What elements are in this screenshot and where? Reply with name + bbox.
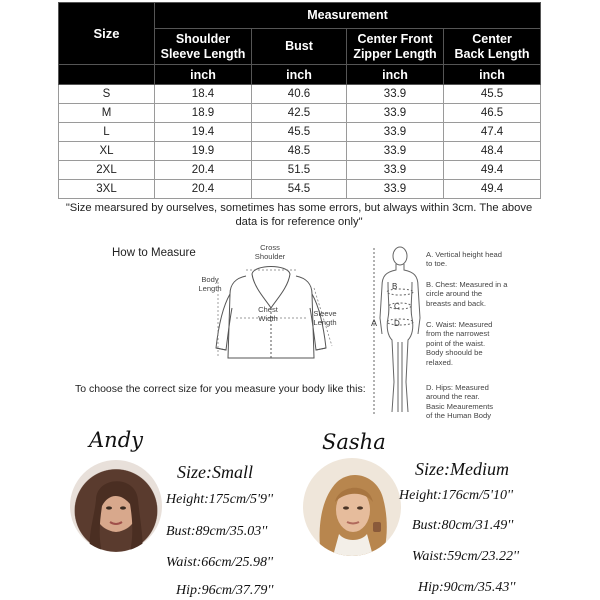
model-waist-sasha: Waist:59cm/23.22'' — [412, 549, 519, 564]
size-label: S — [59, 85, 155, 104]
body-note-height: A. Vertical height head to toe. — [426, 250, 502, 269]
table-cell: 51.5 — [252, 161, 347, 180]
measure-instruction: To choose the correct size for you measure your body like this: — [75, 383, 366, 395]
size-disclaimer-note: "Size mearsured by ourselves, sometimes has some errors, but always within 3cm. The above data is for reference only" — [65, 202, 533, 228]
table-cell: 33.9 — [347, 142, 444, 161]
body-figure-icon — [370, 242, 430, 420]
face-icon — [70, 460, 162, 552]
model-hip-sasha: Hip:90cm/35.43'' — [418, 580, 516, 595]
table-cell: 40.6 — [252, 85, 347, 104]
table-row — [59, 161, 541, 180]
table-cell: 33.9 — [347, 161, 444, 180]
unit-cell: inch — [347, 65, 444, 85]
table-row — [59, 180, 541, 199]
body-note-chest: B. Chest: Measured in a circle around the breasts and back. — [426, 280, 508, 308]
model-name-sasha: Sasha — [322, 430, 386, 454]
size-label: XL — [59, 142, 155, 161]
table-row — [59, 123, 541, 142]
unit-cell: inch — [444, 65, 541, 85]
table-cell: 19.9 — [155, 142, 252, 161]
body-note-waist: C. Waist: Measured from the narrowest point of the waist. Body shoould be relaxed. — [426, 320, 493, 367]
table-cell: 45.5 — [252, 123, 347, 142]
column-header-shoulder-sleeve: Shoulder Sleeve Length — [155, 29, 252, 65]
table-cell: 33.9 — [347, 85, 444, 104]
table-cell: 42.5 — [252, 104, 347, 123]
model-height-sasha: Height:176cm/5'10'' — [399, 488, 513, 503]
model-size-andy: Size:Small — [177, 462, 253, 482]
body-letter-a: A — [371, 318, 378, 328]
model-name-andy: Andy — [89, 428, 143, 452]
measurement-header: Measurement — [155, 3, 541, 29]
table-cell: 18.9 — [155, 104, 252, 123]
label-cross-shoulder: Cross Shoulder — [254, 243, 286, 261]
how-to-measure-title: How to Measure — [112, 247, 196, 259]
table-cell: 48.4 — [444, 142, 541, 161]
table-cell: 46.5 — [444, 104, 541, 123]
size-label: 2XL — [59, 161, 155, 180]
unit-cell: inch — [155, 65, 252, 85]
table-cell: 49.4 — [444, 161, 541, 180]
model-waist-andy: Waist:66cm/25.98'' — [166, 555, 273, 570]
column-header-center-front-zipper: Center Front Zipper Length — [347, 29, 444, 65]
table-cell: 33.9 — [347, 104, 444, 123]
label-body-length: Body Length — [198, 275, 222, 293]
size-chart-table — [58, 2, 541, 199]
body-letter-d: D — [394, 319, 400, 328]
size-label: M — [59, 104, 155, 123]
column-header-center-back: Center Back Length — [444, 29, 541, 65]
unit-cell: inch — [252, 65, 347, 85]
label-sleeve-length: Sleeve Length — [313, 309, 337, 327]
model-photo-andy — [70, 460, 162, 552]
table-cell: 47.4 — [444, 123, 541, 142]
table-cell: 33.9 — [347, 180, 444, 199]
model-bust-sasha: Bust:80cm/31.49'' — [412, 518, 514, 533]
table-cell: 48.5 — [252, 142, 347, 161]
body-note-hips: D. Hips: Measured around the rear. Basic Meaurements of the Human Body — [426, 383, 494, 421]
model-bust-andy: Bust:89cm/35.03'' — [166, 524, 268, 539]
unit-cell-empty — [59, 65, 155, 85]
size-label: 3XL — [59, 180, 155, 199]
size-label: L — [59, 123, 155, 142]
table-cell: 54.5 — [252, 180, 347, 199]
table-row — [59, 85, 541, 104]
body-letter-c: C — [394, 302, 400, 311]
table-cell: 20.4 — [155, 180, 252, 199]
table-cell: 45.5 — [444, 85, 541, 104]
table-row — [59, 142, 541, 161]
table-cell: 49.4 — [444, 180, 541, 199]
table-row — [59, 104, 541, 123]
column-header-bust: Bust — [252, 29, 347, 65]
model-height-andy: Height:175cm/5'9'' — [166, 492, 273, 507]
face-icon — [303, 458, 401, 556]
label-chest-width: Chest Width — [258, 305, 278, 323]
table-cell: 18.4 — [155, 85, 252, 104]
model-size-sasha: Size:Medium — [415, 459, 509, 479]
table-cell: 19.4 — [155, 123, 252, 142]
table-cell: 33.9 — [347, 123, 444, 142]
model-photo-sasha — [303, 458, 401, 556]
table-cell: 20.4 — [155, 161, 252, 180]
size-column-header: Size — [59, 3, 155, 65]
body-letter-b: B — [392, 282, 398, 291]
model-hip-andy: Hip:96cm/37.79'' — [176, 583, 274, 598]
